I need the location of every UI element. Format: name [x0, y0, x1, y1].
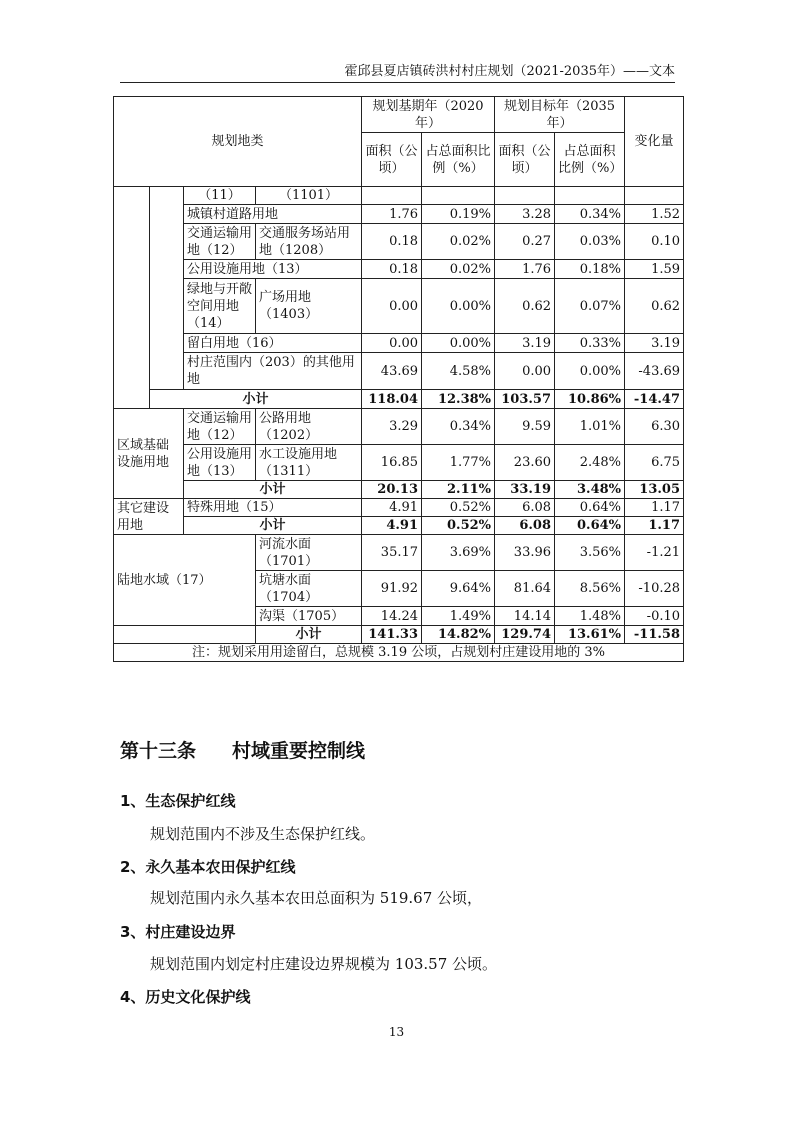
- cell-value: 141.33: [362, 626, 422, 644]
- cell-value: 2.48%: [555, 445, 625, 481]
- subtotal-row: [114, 517, 684, 535]
- cell-value: 1.49%: [422, 607, 495, 626]
- cell-value: 0.18%: [555, 260, 625, 279]
- cell-value: 1.77%: [422, 445, 495, 481]
- cell-value: 10.86%: [555, 390, 625, 409]
- cell-value: 3.56%: [555, 535, 625, 571]
- cell-value: 0.07%: [555, 279, 625, 334]
- header-target-area: 面积（公顷）: [495, 133, 555, 187]
- cell-value: 35.17: [362, 535, 422, 571]
- cell-value: 4.91: [362, 499, 422, 517]
- cell-value: 81.64: [495, 571, 555, 607]
- cell-value: [555, 187, 625, 205]
- header-rule: [120, 82, 675, 83]
- cell-class: 公用设施用地（13）: [184, 260, 362, 279]
- table-row: [114, 499, 684, 517]
- cell-value: 0.52%: [422, 517, 495, 535]
- cell-value: 12.38%: [422, 390, 495, 409]
- cell-value: 3.19: [625, 334, 684, 353]
- cell-value: 14.14: [495, 607, 555, 626]
- cell-value: 0.03%: [555, 224, 625, 260]
- group-label: 陆地水域（17）: [114, 535, 256, 626]
- cell-value: 6.08: [495, 499, 555, 517]
- header-target-year: 规划目标年（2035年）: [495, 97, 625, 133]
- subtotal-label: 小计: [150, 390, 362, 409]
- section-heading: 2、永久基本农田保护红线: [120, 858, 296, 876]
- subtotal-label: 小计: [256, 626, 362, 644]
- cell-value: 43.69: [362, 353, 422, 390]
- cell-value: 14.24: [362, 607, 422, 626]
- cell-value: [422, 187, 495, 205]
- cell-value: 0.52%: [422, 499, 495, 517]
- cell-value: 103.57: [495, 390, 555, 409]
- article-heading: [120, 736, 365, 763]
- header-base-ratio: 占总面积比例（%）: [422, 133, 495, 187]
- cell-value: 0.62: [495, 279, 555, 334]
- cell-value: -10.28: [625, 571, 684, 607]
- cell-value: 9.64%: [422, 571, 495, 607]
- cell-value: 33.19: [495, 481, 555, 499]
- cell-value: 0.00%: [555, 353, 625, 390]
- cell-value: 23.60: [495, 445, 555, 481]
- section-text: 规划范围内不涉及生态保护红线。: [150, 825, 376, 843]
- cell-value: 1.76: [362, 205, 422, 224]
- cell-class: 特殊用地（15）: [184, 499, 362, 517]
- cell-value: 1.17: [625, 517, 684, 535]
- cell-class: 绿地与开敞空间用地（14）: [184, 279, 256, 334]
- section-heading: 4、历史文化保护线: [120, 988, 251, 1006]
- article-number: 第十三条: [120, 740, 197, 762]
- cell-value: 0.02%: [422, 260, 495, 279]
- cell-value: 4.91: [362, 517, 422, 535]
- table-row: [114, 353, 684, 390]
- cell-subclass: 交通服务场站用地（1208）: [256, 224, 362, 260]
- subtotal-row: [114, 626, 684, 644]
- cell-value: 2.11%: [422, 481, 495, 499]
- cell-subclass: 水工设施用地（1311）: [256, 445, 362, 481]
- cell-value: 0.34%: [422, 409, 495, 445]
- article-title: 村域重要控制线: [232, 740, 366, 762]
- group-label: 区域基础设施用地: [114, 409, 184, 499]
- cell-value: 0.64%: [555, 499, 625, 517]
- cell-value: 0.18: [362, 224, 422, 260]
- subtotal-label: 小计: [184, 517, 362, 535]
- cell-class: 村庄范围内（203）的其他用地: [184, 353, 362, 390]
- cell-value: 9.59: [495, 409, 555, 445]
- cell-value: 33.96: [495, 535, 555, 571]
- cell-subclass: 广场用地（1403）: [256, 279, 362, 334]
- cell-value: -1.21: [625, 535, 684, 571]
- section-text: 规划范围内划定村庄建设边界规模为 103.57 公顷。: [150, 955, 498, 973]
- cell-value: 1.17: [625, 499, 684, 517]
- header-category: 规划地类: [114, 97, 362, 187]
- header-target-ratio: 占总面积比例（%）: [555, 133, 625, 187]
- group-label: 其它建设用地: [114, 499, 184, 535]
- cell-value: 0.27: [495, 224, 555, 260]
- cell-subclass: 沟渠（1705）: [256, 607, 362, 626]
- cell-value: 14.82%: [422, 626, 495, 644]
- cell-class: 城镇村道路用地: [184, 205, 362, 224]
- table-row: [114, 224, 684, 260]
- subtotal-row: [114, 481, 684, 499]
- cell-value: 0.62: [625, 279, 684, 334]
- cell-value: 16.85: [362, 445, 422, 481]
- header-base-year: 规划基期年（2020年）: [362, 97, 495, 133]
- cell-value: 3.48%: [555, 481, 625, 499]
- cell-value: 6.08: [495, 517, 555, 535]
- cell-value: 1.48%: [555, 607, 625, 626]
- cell-value: 0.02%: [422, 224, 495, 260]
- table-row: [114, 205, 684, 224]
- header-base-area: 面积（公顷）: [362, 133, 422, 187]
- cell-value: 6.75: [625, 445, 684, 481]
- cell-value: 118.04: [362, 390, 422, 409]
- cell-subclass: （1101）: [256, 187, 362, 205]
- group-cell-blank: [114, 187, 150, 409]
- table-row: [114, 445, 684, 481]
- cell-value: 0.00: [362, 279, 422, 334]
- cell-value: 0.00%: [422, 279, 495, 334]
- group-cell-blank: [114, 626, 256, 644]
- subtotal-label: 小计: [184, 481, 362, 499]
- group-cell-blank: [150, 187, 184, 390]
- cell-value: 129.74: [495, 626, 555, 644]
- cell-value: 0.19%: [422, 205, 495, 224]
- cell-value: [362, 187, 422, 205]
- cell-value: -43.69: [625, 353, 684, 390]
- cell-value: 0.00: [495, 353, 555, 390]
- cell-value: -0.10: [625, 607, 684, 626]
- cell-value: 0.34%: [555, 205, 625, 224]
- table-row: [114, 409, 684, 445]
- cell-value: -11.58: [625, 626, 684, 644]
- page-number: 13: [388, 1025, 405, 1039]
- section-heading: 1、生态保护红线: [120, 792, 236, 810]
- cell-value: [495, 187, 555, 205]
- cell-value: 0.00%: [422, 334, 495, 353]
- cell-value: 0.33%: [555, 334, 625, 353]
- cell-value: 0.18: [362, 260, 422, 279]
- cell-value: 1.59: [625, 260, 684, 279]
- subtotal-row: [114, 390, 684, 409]
- cell-value: 3.28: [495, 205, 555, 224]
- cell-value: 13.61%: [555, 626, 625, 644]
- table-row: [114, 260, 684, 279]
- running-header: 霍邱县夏店镇砖洪村村庄规划（2021-2035年）——文本: [344, 64, 675, 79]
- cell-value: 0.10: [625, 224, 684, 260]
- header-change: 变化量: [625, 97, 684, 187]
- cell-value: 8.56%: [555, 571, 625, 607]
- cell-value: 1.76: [495, 260, 555, 279]
- cell-value: 20.13: [362, 481, 422, 499]
- cell-value: 6.30: [625, 409, 684, 445]
- cell-class: 交通运输用地（12）: [184, 409, 256, 445]
- cell-subclass: 坑塘水面（1704）: [256, 571, 362, 607]
- cell-value: 3.69%: [422, 535, 495, 571]
- cell-subclass: 河流水面（1701）: [256, 535, 362, 571]
- cell-value: 3.19: [495, 334, 555, 353]
- cell-subclass: 公路用地（1202）: [256, 409, 362, 445]
- cell-value: 91.92: [362, 571, 422, 607]
- cell-class: 交通运输用地（12）: [184, 224, 256, 260]
- cell-value: 3.29: [362, 409, 422, 445]
- table-row: [114, 535, 684, 571]
- section-heading: 3、村庄建设边界: [120, 923, 236, 941]
- section-text: 规划范围内永久基本农田总面积为 519.67 公顷，: [150, 889, 483, 907]
- cell-value: 13.05: [625, 481, 684, 499]
- cell-value: 1.01%: [555, 409, 625, 445]
- table-row: [114, 187, 684, 205]
- table-note: 注：规划采用用途留白，总规模 3.19 公顷，占规划村庄建设用地的 3%: [114, 644, 684, 662]
- cell-value: 4.58%: [422, 353, 495, 390]
- land-use-table: [113, 96, 684, 662]
- cell-value: 1.52: [625, 205, 684, 224]
- cell-value: 0.00: [362, 334, 422, 353]
- cell-class: （11）: [184, 187, 256, 205]
- table-row: [114, 334, 684, 353]
- cell-class: 留白用地（16）: [184, 334, 362, 353]
- cell-value: -14.47: [625, 390, 684, 409]
- cell-value: 0.64%: [555, 517, 625, 535]
- cell-value: [625, 187, 684, 205]
- note-row: [114, 644, 684, 662]
- cell-class: 公用设施用地（13）: [184, 445, 256, 481]
- table-row: [114, 279, 684, 334]
